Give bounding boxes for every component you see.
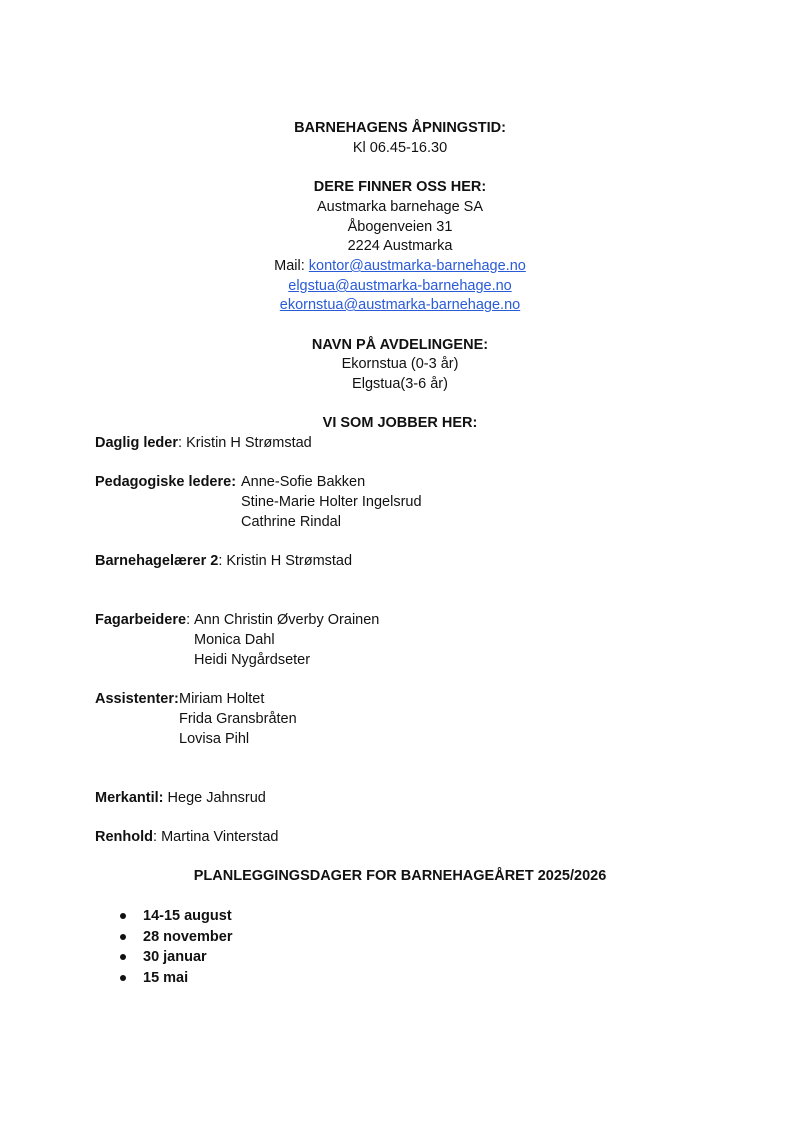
fagarbeider-name: Monica Dahl — [194, 632, 275, 648]
department-item: Elgstua(3-6 år) — [352, 376, 448, 392]
renhold-row — [95, 827, 278, 847]
merkantil-name: Hege Jahnsrud — [167, 790, 266, 806]
staff-heading: VI SOM JOBBER HER: — [322, 415, 478, 431]
planning-day: 14-15 august — [143, 908, 232, 924]
email-link-ekornstua[interactable]: ekornstua@austmarka-barnehage.no — [279, 297, 521, 313]
daglig-leder-row — [95, 433, 312, 453]
barnehagelaerer-row — [95, 551, 352, 571]
planning-day: 30 januar — [143, 949, 207, 965]
daglig-leder-label: Daglig leder — [95, 435, 178, 451]
fagarbeider-name: Ann Christin Øverby Orainen — [194, 612, 380, 628]
street-address: Åbogenveien 31 — [347, 219, 453, 235]
assistenter-label: Assistenter: — [95, 691, 179, 707]
kindergarten-name: Austmarka barnehage SA — [316, 199, 484, 215]
barnehagelaerer-label: Barnehagelærer 2 — [95, 553, 219, 569]
bullet-icon — [120, 975, 126, 981]
assistent-name: Miriam Holtet — [179, 691, 265, 707]
departments-heading: NAVN PÅ AVDELINGENE: — [311, 337, 489, 353]
list-item — [118, 968, 232, 989]
renhold-label: Renhold — [95, 829, 153, 845]
email-line-ekornstua — [0, 295, 800, 315]
barnehagelaerer-sep: : — [218, 553, 227, 569]
opening-hours-text: Kl 06.45-16.30 — [352, 140, 448, 156]
opening-hours-heading: BARNEHAGENS ÅPNINGSTID: — [294, 120, 506, 136]
mail-line — [0, 256, 800, 276]
daglig-leder-sep: : — [178, 435, 187, 451]
email-link-elgstua[interactable]: elgstua@austmarka-barnehage.no — [288, 278, 512, 294]
email-line-elgstua — [0, 276, 800, 296]
planning-day: 15 mai — [143, 969, 189, 986]
bullet-icon — [120, 954, 126, 960]
merkantil-label: Merkantil: — [95, 790, 164, 806]
fagarbeider-name: Heidi Nygårdseter — [194, 652, 311, 668]
renhold-sep: : — [153, 829, 162, 845]
list-item — [118, 927, 232, 948]
bullet-icon — [120, 934, 126, 940]
list-item — [118, 947, 232, 968]
assistent-name: Lovisa Pihl — [179, 731, 250, 747]
bullet-icon — [120, 913, 126, 919]
planning-day: 28 november — [143, 928, 233, 945]
department-item: Ekornstua (0-3 år) — [341, 356, 459, 372]
contact-heading: DERE FINNER OSS HER: — [313, 179, 487, 195]
email-link-kontor[interactable]: kontor@austmarka-barnehage.no — [308, 258, 526, 274]
barnehagelaerer-name: Kristin H Strømstad — [226, 553, 353, 569]
merkantil-row — [95, 788, 266, 808]
list-item — [118, 906, 232, 927]
planning-days-list — [118, 906, 232, 988]
pedagogisk-leder-name: Stine-Marie Holter Ingelsrud — [241, 494, 422, 510]
daglig-leder-name: Kristin H Strømstad — [186, 435, 312, 451]
fagarbeidere-label: Fagarbeidere — [95, 612, 187, 628]
pedagogisk-leder-name: Anne-Sofie Bakken — [241, 474, 366, 490]
fagarbeidere-sep: : — [186, 612, 191, 628]
pedagogiske-ledere-label: Pedagogiske ledere: — [95, 474, 237, 490]
assistent-name: Frida Gransbråten — [179, 711, 297, 727]
postal-address: 2224 Austmarka — [347, 238, 453, 254]
fagarbeidere-label-row — [95, 610, 190, 630]
renhold-name: Martina Vinterstad — [161, 829, 279, 845]
pedagogisk-leder-name: Cathrine Rindal — [241, 514, 341, 530]
mail-label: Mail: — [274, 258, 309, 274]
planning-heading: PLANLEGGINGSDAGER FOR BARNEHAGEÅRET 2025/2026 — [193, 868, 607, 884]
